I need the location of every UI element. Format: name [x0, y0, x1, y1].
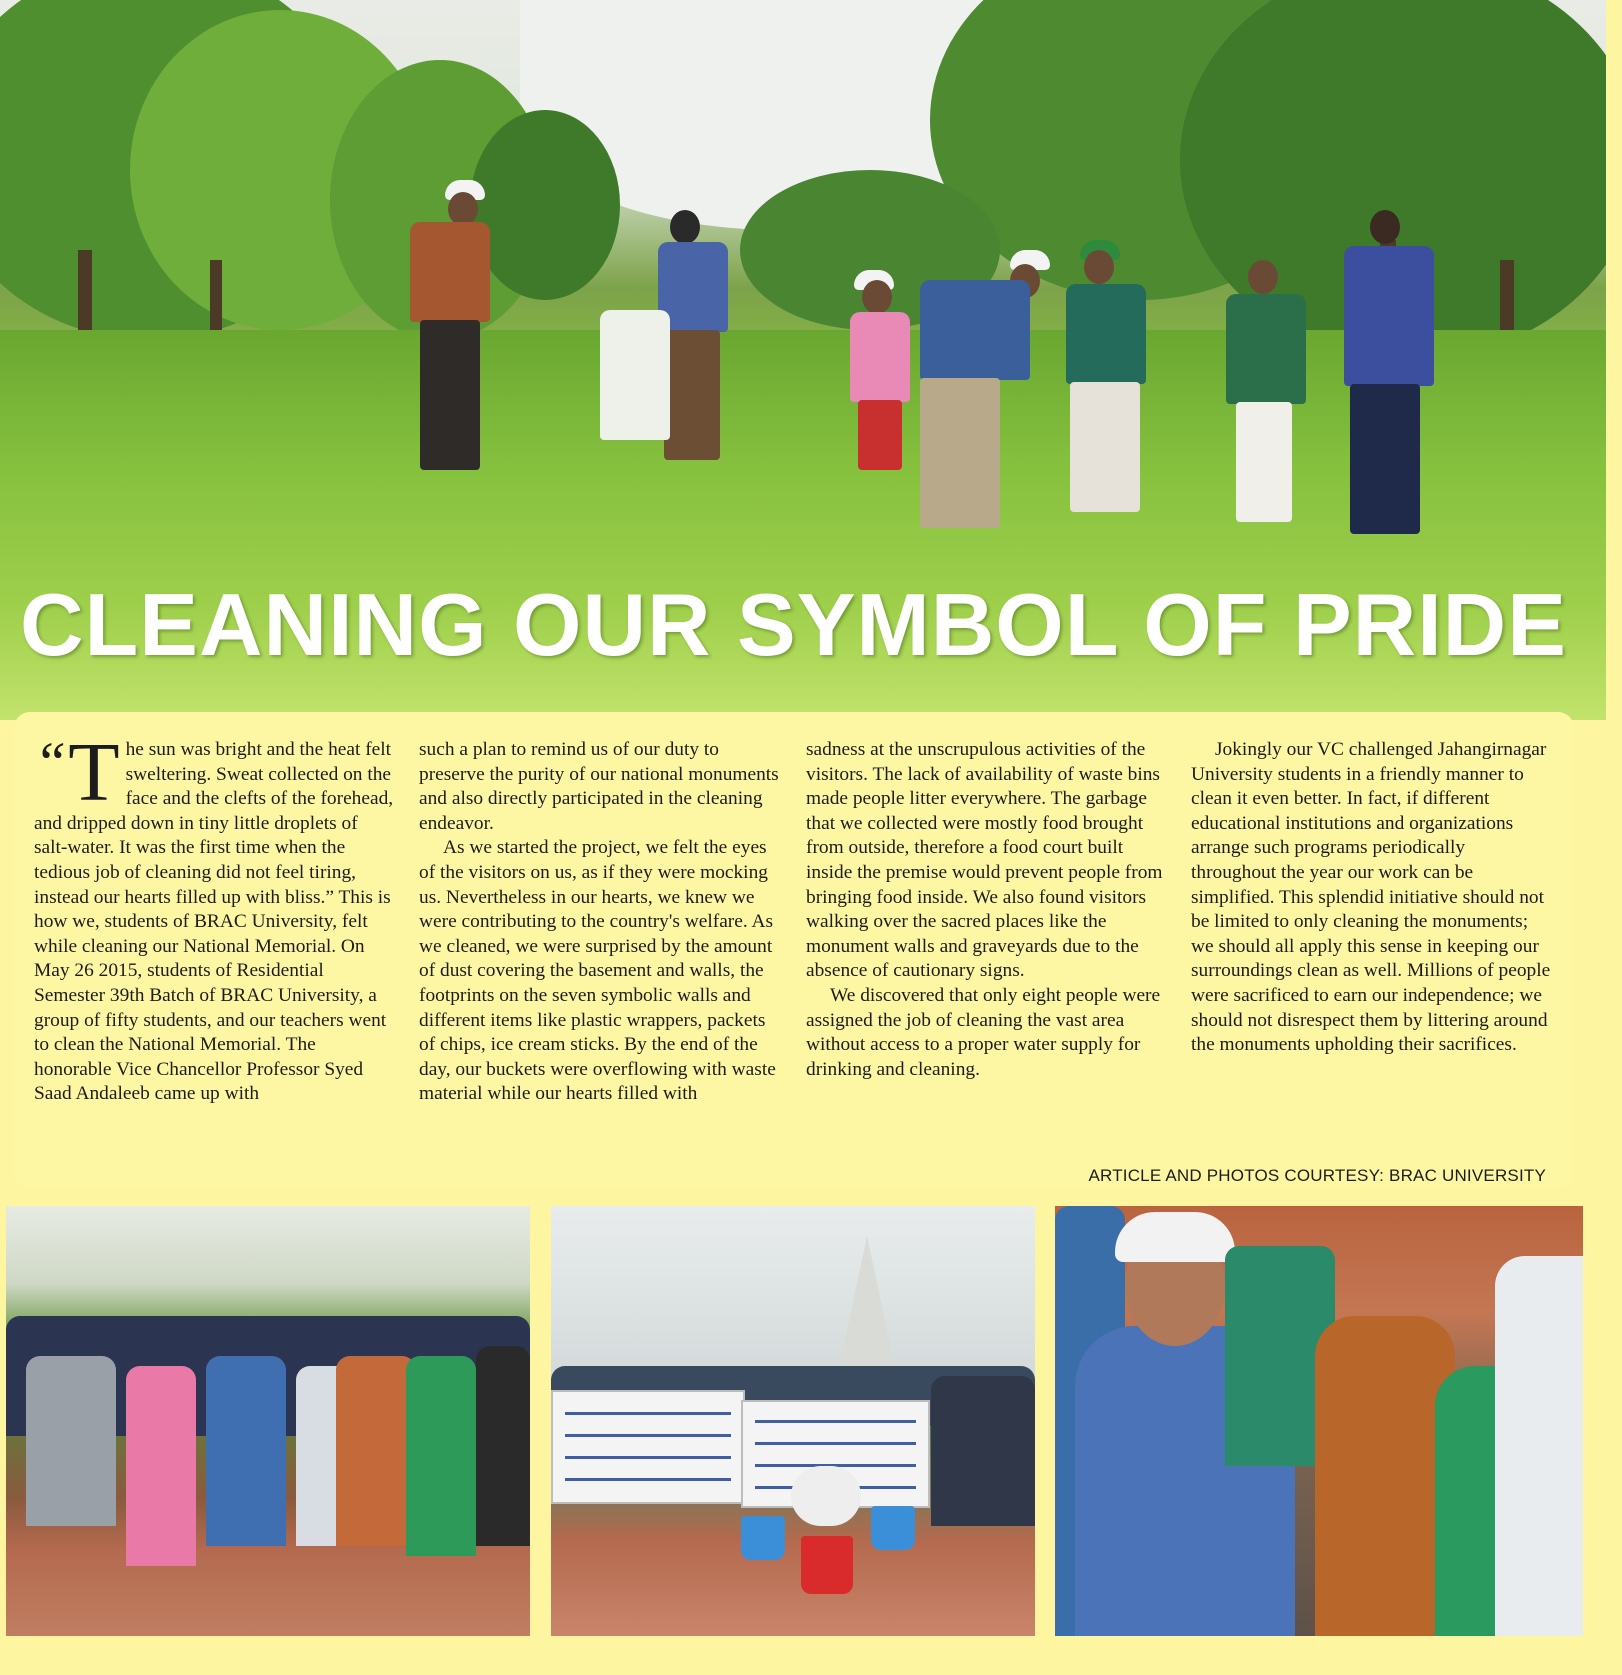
photo-national-memorial-banners — [551, 1206, 1035, 1636]
bucket — [871, 1506, 915, 1550]
bucket — [741, 1516, 785, 1560]
crowd — [931, 1376, 1035, 1526]
volunteer-figure — [600, 310, 670, 440]
photo-credit: ARTICLE AND PHOTOS COURTESY: BRAC UNIVERSITY — [1088, 1166, 1546, 1185]
article-column-3 — [806, 738, 1166, 1082]
volunteer-figure — [390, 180, 500, 470]
volunteer-figure — [1220, 260, 1310, 530]
hero-photo-cleaning-volunteers — [0, 0, 1606, 720]
photo-vice-chancellor-speaking — [1055, 1206, 1583, 1636]
crowd — [1315, 1316, 1455, 1636]
article-paragraph: We discovered that only eight people were assigned the job of cleaning the vast area without access to a proper water supply for drinking and cleaning. — [806, 984, 1161, 1080]
crowd — [1495, 1256, 1583, 1636]
drop-cap: T — [68, 726, 120, 819]
banner — [551, 1390, 745, 1504]
crowd — [476, 1346, 530, 1546]
article-column-4 — [1191, 738, 1551, 1058]
article-panel — [14, 712, 1574, 1188]
volunteer-figure — [1060, 240, 1150, 520]
crowd — [406, 1356, 476, 1556]
article-paragraph: As we started the project, we felt the eyes of the visitors on us, as if they were mocking us. Nevertheless in our hearts, we knew we were contributing to the country's welfare. As we cleaned, we were surprised by the amount of dust covering the basement and walls, the footprints on the seven symbolic walls and different items like plastic wrappers, packets of chips, ice cream sticks. By the end of the day, our buckets were overflowing with waste material while our hearts filled with — [419, 837, 776, 1105]
article-paragraph — [34, 726, 394, 1107]
paragraph-text: Jokingly our VC challenged Jahangirnagar University students in a friendly manner to clean it even better. In fact, if different educational institutions and organizations arrange such programs periodically throughout the year our work can be simplified. This splendid initiative should not be limited to only cleaning the monuments; we should all apply this sense in keeping our surroundings clean as well. Millions of people were sacrificed to earn our independence; we should not disrespect them by littering around the monuments upholding their sacrifices. — [1191, 739, 1551, 1056]
article-column-1 — [34, 726, 394, 1107]
photo-group-students — [6, 1206, 530, 1636]
drop-quote: “ — [34, 730, 67, 795]
article-column-2 — [419, 738, 779, 1107]
bucket — [801, 1536, 853, 1594]
paragraph-text: he sun was bright and the heat felt sweltering. Sweat collected on the face and the clefts of the forehead, and dripped down in tiny little droplets of salt-water. It was the first time when the tedious job of cleaning did not feel tiring, instead our hearts filled up with bliss.” This is how we, students of BRAC University, felt while cleaning our National Memorial. On May 26 2015, students of Residential Semester 39th Batch of BRAC University, a group of fifty students, and our teachers went to clean the National Memorial. The honorable Vice Chancellor Professor Syed Saad Andaleeb came up with — [34, 739, 394, 1105]
cap — [1115, 1212, 1235, 1262]
volunteer-figure — [900, 250, 1050, 530]
crowd — [26, 1356, 116, 1526]
volunteer-figure — [1330, 210, 1440, 540]
crowd — [336, 1356, 416, 1546]
article-paragraph: such a plan to remind us of our duty to preserve the purity of our national monuments and also directly participated in the cleaning endeavor. — [419, 739, 779, 834]
waste-bag — [791, 1466, 861, 1526]
headline: CLEANING OUR SYMBOL OF PRIDE — [20, 575, 1567, 674]
crowd — [126, 1366, 196, 1566]
crowd — [206, 1356, 286, 1546]
article-paragraph — [1191, 738, 1551, 1058]
article-paragraph: sadness at the unscrupulous activities of the visitors. The lack of availability of waste bins made people litter everywhere. The garbage that we collected were mostly food brought from outside, therefore a food court built inside the premise would prevent people from bringing food inside. We also found visitors walking over the sacred places like the monument walls and graveyards due to the absence of cautionary signs. — [806, 739, 1163, 982]
